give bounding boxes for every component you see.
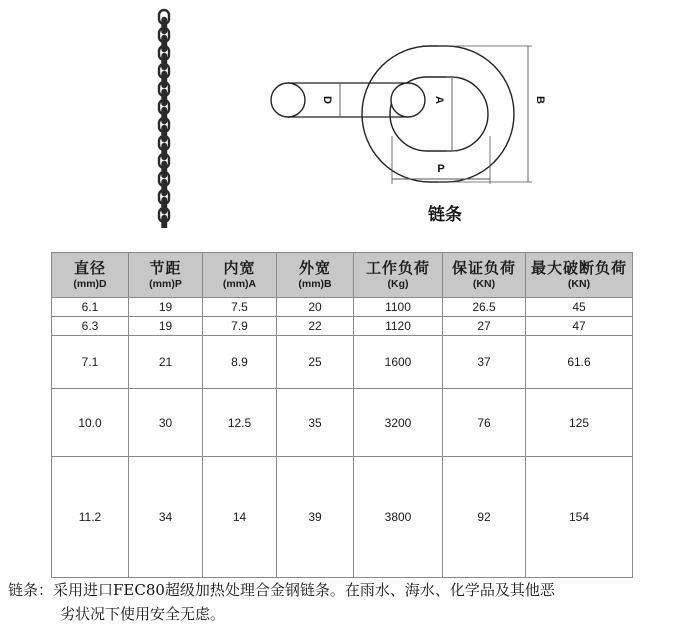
table-cell: 27 bbox=[443, 317, 526, 336]
table-cell: 20 bbox=[277, 298, 354, 317]
table-cell: 39 bbox=[277, 457, 354, 578]
table-cell: 76 bbox=[443, 389, 526, 457]
dim-label-p: P bbox=[437, 163, 445, 175]
table-cell: 1600 bbox=[354, 336, 443, 389]
table-cell: 34 bbox=[129, 457, 203, 578]
chain-link-shape bbox=[163, 108, 167, 123]
table-cell: 3200 bbox=[354, 389, 443, 457]
table-cell: 61.6 bbox=[526, 336, 633, 389]
footer-note bbox=[8, 578, 686, 626]
table-cell: 1120 bbox=[354, 317, 443, 336]
chain-link-shape bbox=[163, 162, 167, 177]
table-row bbox=[52, 389, 633, 457]
col-header-outer-width: 外宽 (mm)B bbox=[277, 253, 354, 298]
table-cell: 19 bbox=[129, 298, 203, 317]
col-header-inner-width: 内宽 (mm)A bbox=[203, 253, 277, 298]
wire-cross-section bbox=[271, 83, 305, 117]
dim-label-b: B bbox=[534, 96, 547, 104]
table-cell: 7.1 bbox=[52, 336, 129, 389]
diagram-caption: 链条 bbox=[428, 205, 462, 225]
chain-link-shape bbox=[163, 90, 167, 105]
table-row bbox=[52, 457, 633, 578]
chain-spec-table bbox=[51, 252, 633, 578]
col-header-diameter: 直径 (mm)D bbox=[52, 253, 129, 298]
chain-link-shape bbox=[163, 18, 167, 33]
chain-link-shape bbox=[163, 144, 167, 159]
dim-label-d: D bbox=[321, 96, 334, 104]
chain-link-shape bbox=[163, 72, 167, 87]
chain-link-shape bbox=[163, 198, 167, 213]
table-cell: 37 bbox=[443, 336, 526, 389]
table-cell: 25 bbox=[277, 336, 354, 389]
table-row bbox=[52, 336, 633, 389]
table-cell: 21 bbox=[129, 336, 203, 389]
adjacent-link-end bbox=[391, 83, 425, 117]
table-cell: 6.1 bbox=[52, 298, 129, 317]
table-cell: 7.9 bbox=[203, 317, 277, 336]
table-cell: 125 bbox=[526, 389, 633, 457]
table-cell: 6.3 bbox=[52, 317, 129, 336]
chain-link-diagram bbox=[262, 38, 562, 190]
chain-link-shape bbox=[163, 36, 167, 51]
table-row bbox=[52, 317, 633, 336]
dim-label-a: A bbox=[433, 96, 446, 104]
col-header-breaking-load: 最大破断负荷 (KN) bbox=[526, 253, 633, 298]
table-cell: 45 bbox=[526, 298, 633, 317]
table-cell: 12.5 bbox=[203, 389, 277, 457]
table-cell: 3800 bbox=[354, 457, 443, 578]
table-cell: 30 bbox=[129, 389, 203, 457]
table-cell: 8.9 bbox=[203, 336, 277, 389]
footer-note-line-2: 劣状况下使用安全无虑。 bbox=[60, 605, 226, 623]
table-cell: 7.5 bbox=[203, 298, 277, 317]
table-cell: 92 bbox=[443, 457, 526, 578]
table-header-row bbox=[52, 253, 633, 298]
chain-link-shape bbox=[163, 54, 167, 69]
chain-link-shape bbox=[163, 180, 167, 195]
chain-photo bbox=[150, 6, 180, 228]
col-header-pitch: 节距 (mm)P bbox=[129, 253, 203, 298]
table-cell: 19 bbox=[129, 317, 203, 336]
table-cell: 154 bbox=[526, 457, 633, 578]
chain-link-shape bbox=[163, 216, 167, 228]
table-cell: 22 bbox=[277, 317, 354, 336]
table-cell: 35 bbox=[277, 389, 354, 457]
chain-link-shape bbox=[163, 126, 167, 141]
table-cell: 47 bbox=[526, 317, 633, 336]
table-row bbox=[52, 298, 633, 317]
table-cell: 14 bbox=[203, 457, 277, 578]
col-header-working-load: 工作负荷 (Kg) bbox=[354, 253, 443, 298]
footer-note-line-1: 链条：采用进口FEC80超级加热处理合金钢链条。在雨水、海水、化学品及其他恶 bbox=[8, 581, 555, 599]
col-header-proof-load: 保证负荷 (KN) bbox=[443, 253, 526, 298]
table-cell: 26.5 bbox=[443, 298, 526, 317]
table-cell: 1100 bbox=[354, 298, 443, 317]
table-cell: 10.0 bbox=[52, 389, 129, 457]
table-cell: 11.2 bbox=[52, 457, 129, 578]
